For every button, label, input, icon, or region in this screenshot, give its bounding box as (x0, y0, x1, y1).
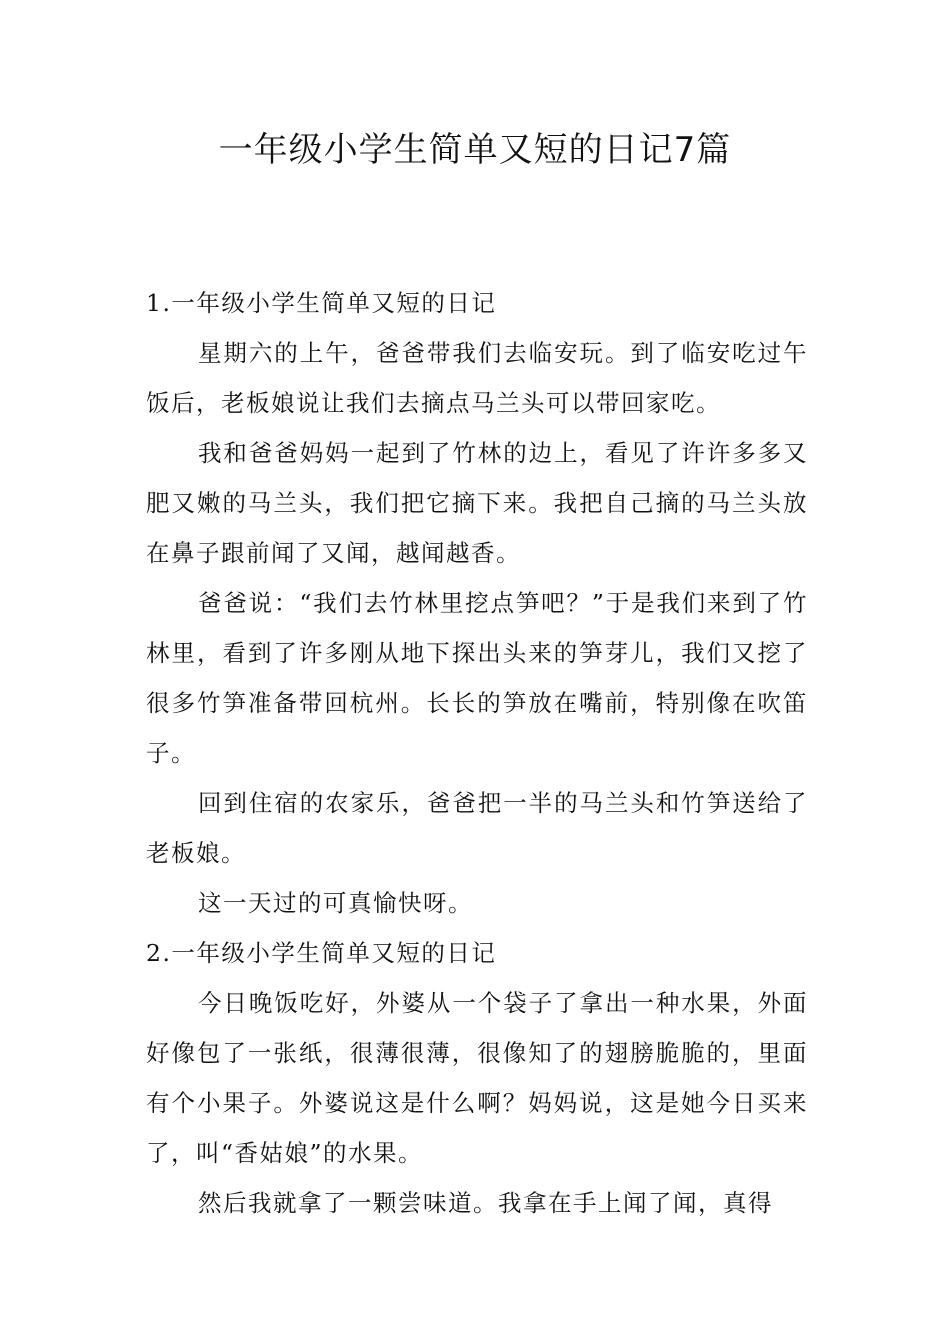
paragraph: 回到住宿的农家乐，爸爸把一半的马兰头和竹笋送给了老板娘。 (146, 789, 808, 867)
paragraph: 今日晚饭吃好，外婆从一个袋子了拿出一种水果，外面好像包了一张纸，很薄很薄，很像知了的翅膀脆脆的，里面有个小果子。外婆说这是什么啊？妈妈说，这是她今日买来了，叫“香姑娘”的水果。 (146, 989, 808, 1167)
paragraph: 然后我就拿了一颗尝味道。我拿在手上闻了闻，真得 (198, 1189, 773, 1217)
paragraph: 这一天过的可真愉快呀。 (198, 889, 473, 917)
section-heading-2: 2.一年级小学生简单又短的日记 (146, 939, 497, 967)
paragraph: 我和爸爸妈妈一起到了竹林的边上，看见了许许多多又肥又嫩的马兰头，我们把它摘下来。我把自己摘的马兰头放在鼻子跟前闻了又闻，越闻越香。 (146, 439, 808, 567)
document-body (146, 278, 808, 1228)
document-title: 一年级小学生简单又短的日记7篇 (218, 130, 732, 170)
paragraph: 爸爸说：“我们去竹林里挖点笋吧？”于是我们来到了竹林里，看到了许多刚从地下探出头来的笋芽儿，我们又挖了很多竹笋准备带回杭州。长长的笋放在嘴前，特别像在吹笛子。 (146, 589, 808, 767)
section-heading-1: 1.一年级小学生简单又短的日记 (146, 289, 497, 317)
paragraph: 星期六的上午，爸爸带我们去临安玩。到了临安吃过午饭后，老板娘说让我们去摘点马兰头可以带回家吃。 (146, 339, 808, 417)
